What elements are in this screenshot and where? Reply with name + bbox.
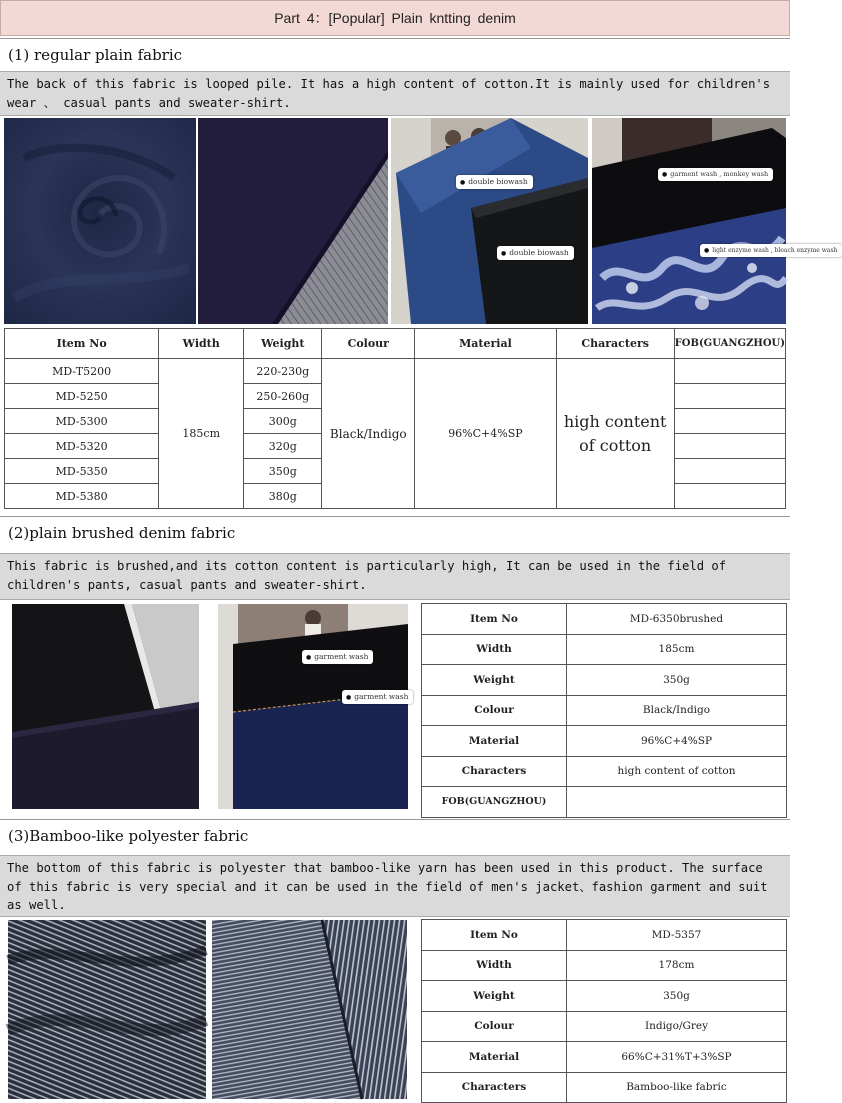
spec-value: MD-5357: [567, 920, 787, 951]
spec-label: Item No: [422, 920, 567, 951]
table-cell-item-no: MD-5380: [5, 484, 159, 509]
fabric-photo-bamboo-folds: [8, 920, 206, 1099]
spec-label: Characters: [422, 1072, 567, 1103]
photo-tag-garment-monkey-wash: ● garment wash , monkey wash: [658, 168, 773, 181]
description-text: The bottom of this fabric is polyester that bamboo-like yarn has been used in this product. The surface of this fabric is very special and it can be used in the field of men's jacket、fashion garment and suit as well.: [7, 861, 768, 912]
section-title-text: (1) regular plain fabric: [8, 45, 183, 64]
section-title-bamboo-polyester: [0, 819, 790, 851]
table-cell-weight: 220-230g: [244, 359, 322, 384]
spec-value: 178cm: [567, 950, 787, 981]
spec-table-bamboo-polyester: [421, 919, 787, 1103]
spec-value: 96%C+4%SP: [567, 726, 787, 757]
spec-value: Black/Indigo: [567, 695, 787, 726]
spec-value: MD-6350brushed: [567, 604, 787, 635]
description-text: The back of this fabric is looped pile. It has a high content of cotton.It is mainly used for children's wear 、 casual pants and sweater-shirt.: [7, 77, 771, 110]
table-cell-width: 185cm: [159, 359, 244, 509]
page-title: Part 4：[Popular] Plain kntting denim: [274, 10, 516, 26]
spec-value: high content of cotton: [567, 756, 787, 787]
table-cell-fob: [674, 484, 785, 509]
photo-tag-garment-wash-2: ● garment wash: [342, 690, 413, 704]
header-fob: FOB(GUANGZHOU): [674, 329, 785, 359]
spec-label: Weight: [422, 981, 567, 1012]
section-description-bamboo-polyester: [0, 855, 790, 917]
page-header: [0, 0, 790, 36]
spec-label: Colour: [422, 695, 567, 726]
table-cell-fob: [674, 359, 785, 384]
header-characters: Characters: [556, 329, 674, 359]
table-cell-fob: [674, 384, 785, 409]
spec-label: Material: [422, 1042, 567, 1073]
header-material: Material: [415, 329, 556, 359]
table-cell-weight: 380g: [244, 484, 322, 509]
fabric-photo-bamboo-flat: [212, 920, 407, 1099]
spec-label: Width: [422, 950, 567, 981]
table-cell-weight: 350g: [244, 459, 322, 484]
table-cell-fob: [674, 409, 785, 434]
table-cell-weight: 300g: [244, 409, 322, 434]
table-cell-item-no: MD-5350: [5, 459, 159, 484]
table-cell-characters: high content of cotton: [556, 359, 674, 509]
section-title-regular-plain: [0, 38, 790, 70]
spec-table-regular-plain: [4, 328, 786, 509]
spec-value: 185cm: [567, 634, 787, 665]
photo-tag-enzyme-wash: ● light enzyme wash , bleach enzyme wash: [700, 244, 842, 257]
fabric-photo-biowash: [391, 118, 588, 324]
fabric-photo-brushed-back: [12, 604, 199, 809]
description-text: This fabric is brushed,and its cotton content is particularly high, It can be used in the field of children's pants, casual pants and sweater-shirt.: [7, 559, 727, 592]
photo-tag-garment-wash-1: ● garment wash: [302, 650, 373, 664]
table-cell-fob: [674, 459, 785, 484]
table-cell-item-no: MD-5300: [5, 409, 159, 434]
spec-label: Colour: [422, 1011, 567, 1042]
section-title-text: (2)plain brushed denim fabric: [8, 523, 236, 542]
photo-tag-double-biowash-2: ● double biowash: [497, 246, 574, 260]
fabric-photo-swirl: [4, 118, 196, 324]
header-colour: Colour: [322, 329, 415, 359]
header-width: Width: [159, 329, 244, 359]
header-weight: Weight: [244, 329, 322, 359]
spec-label: Item No: [422, 604, 567, 635]
spec-label: Material: [422, 726, 567, 757]
spec-label: FOB(GUANGZHOU): [422, 787, 567, 818]
fabric-photo-garment-wash: [218, 604, 408, 809]
section-description-brushed-denim: [0, 553, 790, 600]
table-cell-weight: 250-260g: [244, 384, 322, 409]
spec-label: Weight: [422, 665, 567, 696]
table-cell-item-no: MD-5250: [5, 384, 159, 409]
spec-label: Characters: [422, 756, 567, 787]
section-description-regular-plain: [0, 71, 790, 116]
spec-value: [567, 787, 787, 818]
header-item-no: Item No: [5, 329, 159, 359]
spec-value: Indigo/Grey: [567, 1011, 787, 1042]
table-cell-item-no: MD-5320: [5, 434, 159, 459]
table-cell-item-no: MD-T5200: [5, 359, 159, 384]
table-cell-weight: 320g: [244, 434, 322, 459]
fabric-photo-enzyme-wash: [592, 118, 838, 324]
table-cell-fob: [674, 434, 785, 459]
spec-value: 350g: [567, 665, 787, 696]
spec-value: Bamboo-like fabric: [567, 1072, 787, 1103]
table-cell-material: 96%C+4%SP: [415, 359, 556, 509]
fabric-photo-reverse-side: [198, 118, 388, 324]
spec-table-brushed-denim: [421, 603, 787, 818]
table-cell-colour: Black/Indigo: [322, 359, 415, 509]
spec-value: 66%C+31%T+3%SP: [567, 1042, 787, 1073]
spec-label: Width: [422, 634, 567, 665]
section-title-text: (3)Bamboo-like polyester fabric: [8, 826, 249, 845]
section-title-brushed-denim: [0, 516, 790, 548]
photo-tag-double-biowash-1: ● double biowash: [456, 175, 533, 189]
spec-value: 350g: [567, 981, 787, 1012]
